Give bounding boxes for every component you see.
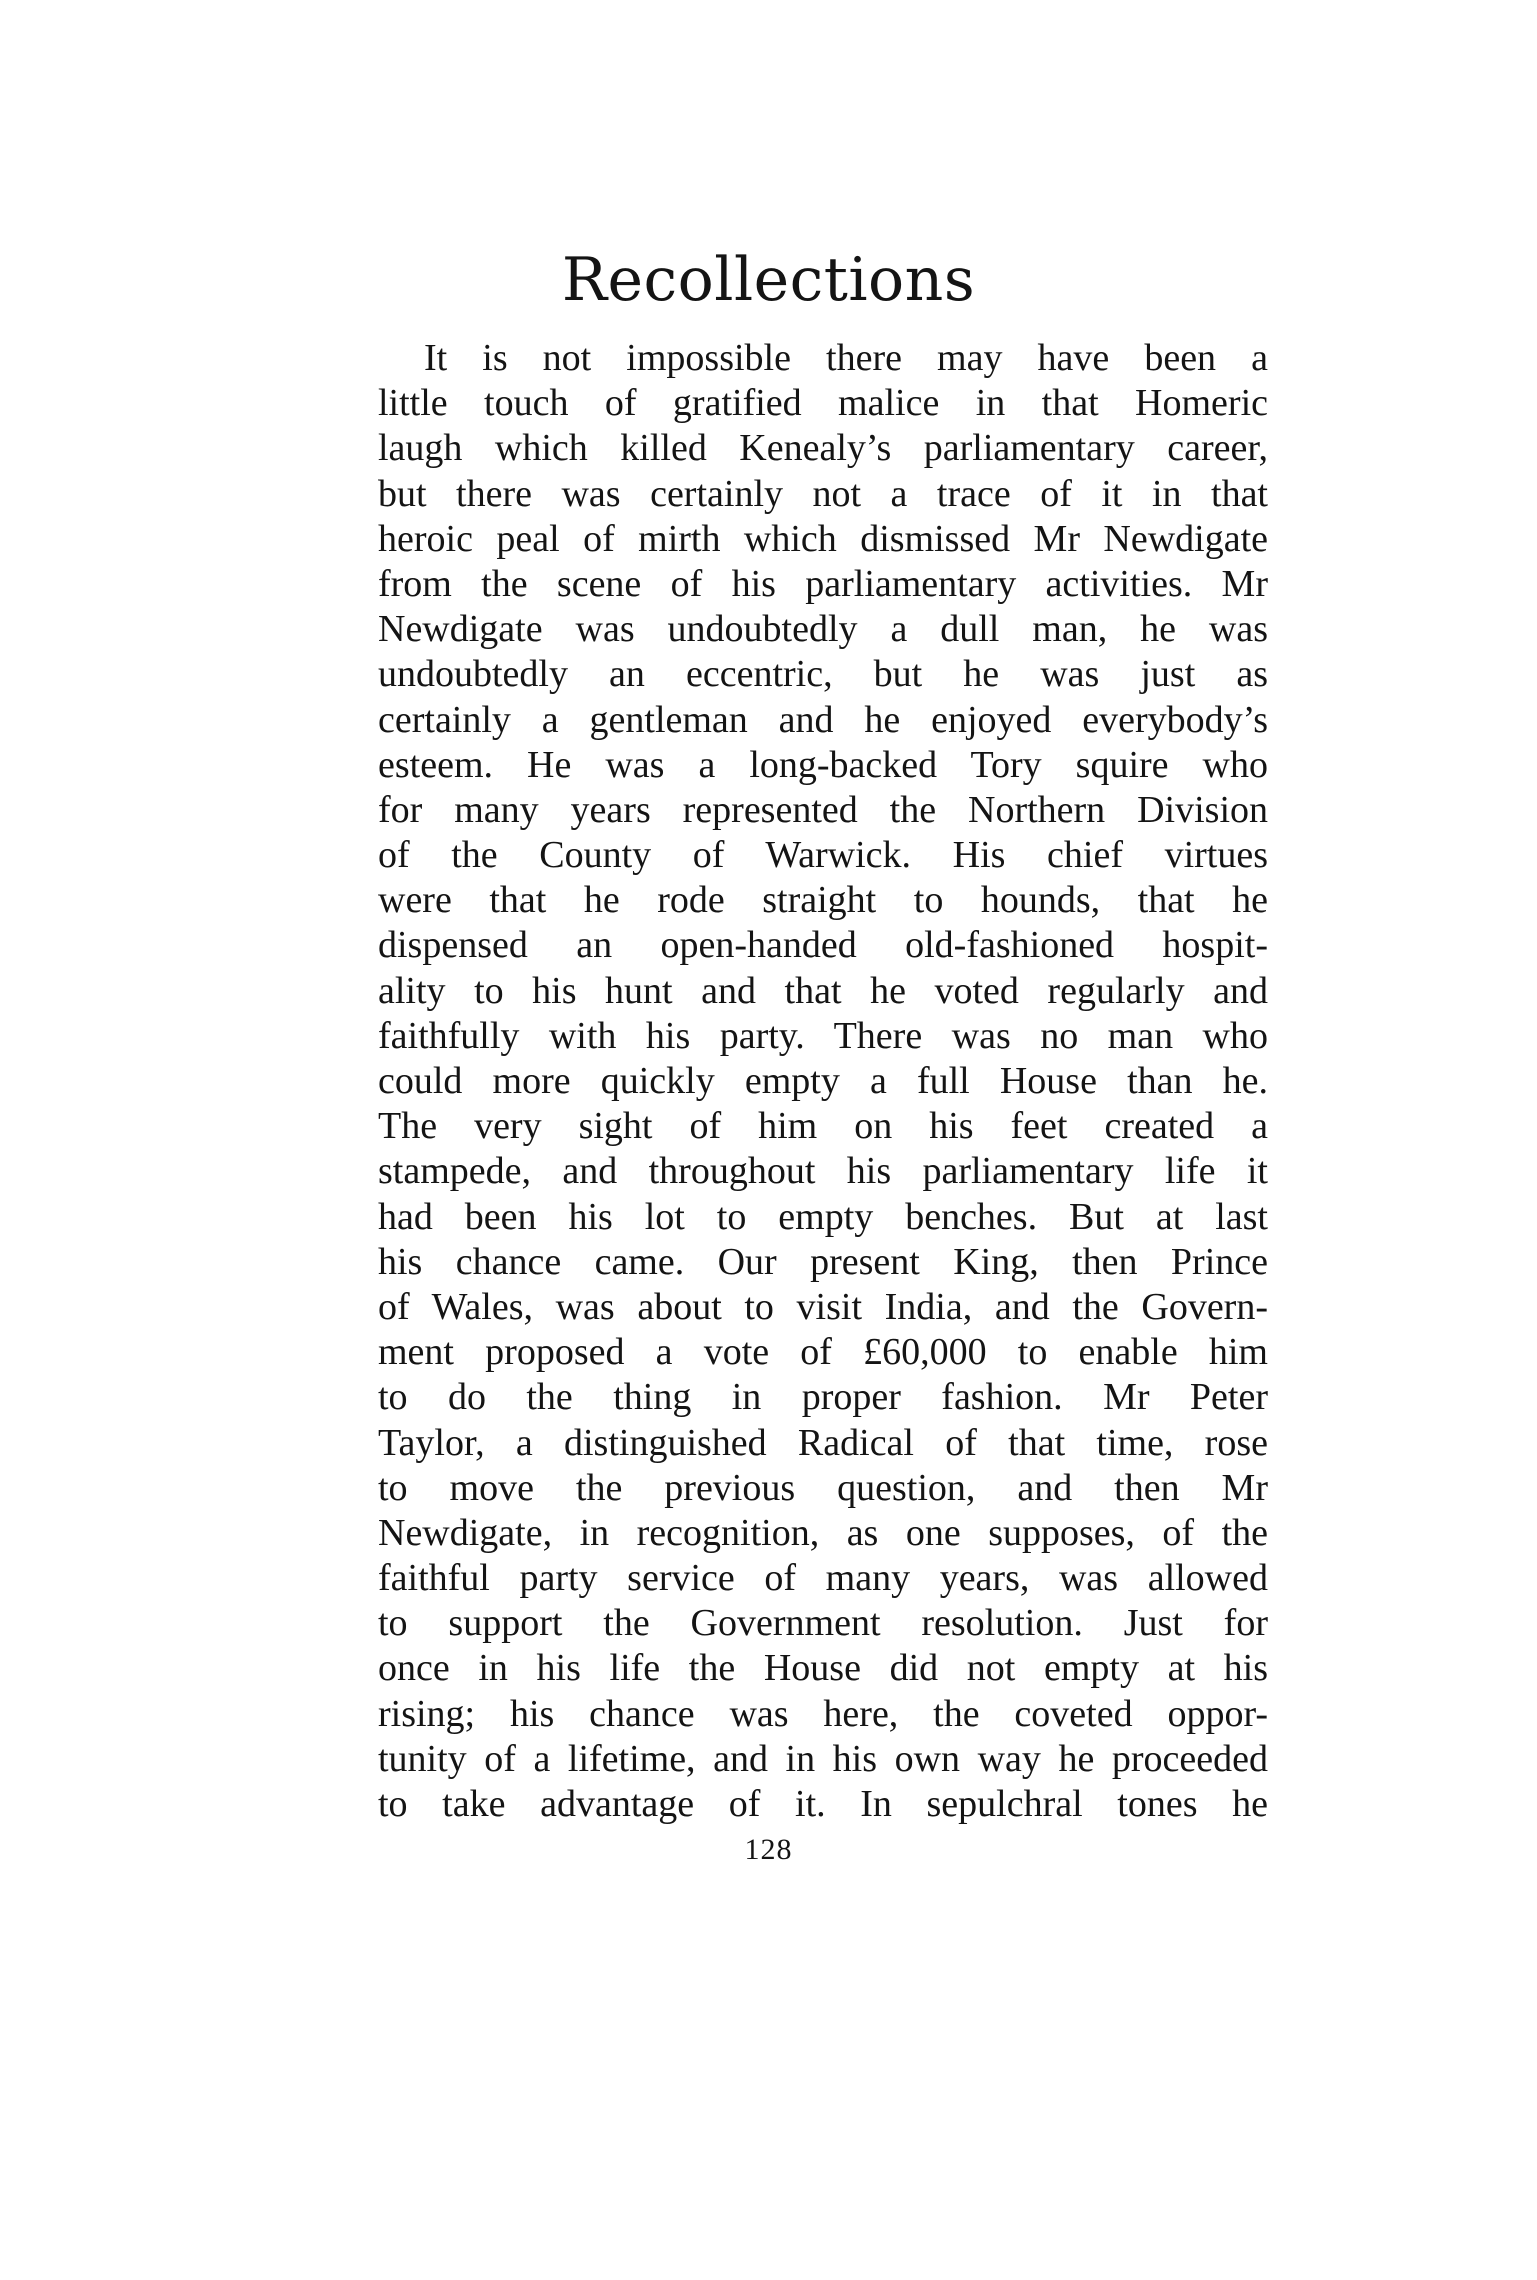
body-text	[378, 336, 1268, 1827]
text-line: Newdigate, in recognition, as one supposes, of the	[378, 1511, 1268, 1554]
text-line: faithfully with his party. There was no man who	[378, 1014, 1268, 1057]
text-line: It is not impossible there may have been a	[424, 337, 1268, 379]
text-line: The very sight of him on his feet created a	[378, 1105, 1268, 1148]
text-line: but there was certainly not a trace of it in that	[378, 472, 1268, 515]
text-line: for many years represented the Northern Division	[378, 788, 1268, 831]
text-line: could more quickly empty a full House than he.	[378, 1060, 1268, 1102]
text-line: to support the Government resolution. Just for	[378, 1602, 1268, 1645]
text-line: certainly a gentleman and he enjoyed everybody’s	[378, 698, 1268, 741]
text-line: little touch of gratified malice in that Homeric	[378, 382, 1268, 425]
text-line: to take advantage of it. In sepulchral tones he	[378, 1783, 1268, 1825]
text-line: were that he rode straight to hounds, that he	[378, 879, 1268, 922]
text-line: from the scene of his parliamentary activities. Mr	[378, 562, 1268, 605]
text-line: tunity of a lifetime, and in his own way he proceeded	[378, 1737, 1268, 1780]
running-head: Recollections	[561, 245, 976, 315]
text-line: to move the previous question, and then Mr	[378, 1466, 1268, 1509]
text-line: had been his lot to empty benches. But at last	[378, 1195, 1268, 1238]
text-line: heroic peal of mirth which dismissed Mr Newdigate	[378, 517, 1268, 560]
text-line: esteem. He was a long-backed Tory squire who	[378, 743, 1268, 786]
text-line: ment proposed a vote of £60,000 to enable him	[378, 1331, 1268, 1374]
text-line: dispensed an open-handed old-fashioned hospit-	[378, 924, 1268, 967]
text-line: Newdigate was undoubtedly a dull man, he was	[378, 608, 1268, 651]
text-line: of Wales, was about to visit India, and the Govern-	[378, 1285, 1268, 1328]
text-line: stampede, and throughout his parliamentary life it	[378, 1150, 1268, 1193]
text-line: undoubtedly an eccentric, but he was just as	[378, 653, 1268, 696]
text-line: of the County of Warwick. His chief virtues	[378, 834, 1268, 877]
text-line: rising; his chance was here, the coveted oppor-	[378, 1692, 1268, 1735]
page-number: 128	[744, 1833, 793, 1866]
text-line: laugh which killed Kenealy’s parliamentary career,	[378, 427, 1268, 470]
text-line: ality to his hunt and that he voted regularly and	[378, 969, 1268, 1012]
text-line: faithful party service of many years, was allowed	[378, 1557, 1268, 1600]
text-line: Taylor, a distinguished Radical of that time, rose	[378, 1421, 1268, 1464]
text-line: to do the thing in proper fashion. Mr Peter	[378, 1376, 1268, 1419]
text-line: his chance came. Our present King, then Prince	[378, 1240, 1268, 1283]
text-line: once in his life the House did not empty at his	[378, 1647, 1268, 1690]
